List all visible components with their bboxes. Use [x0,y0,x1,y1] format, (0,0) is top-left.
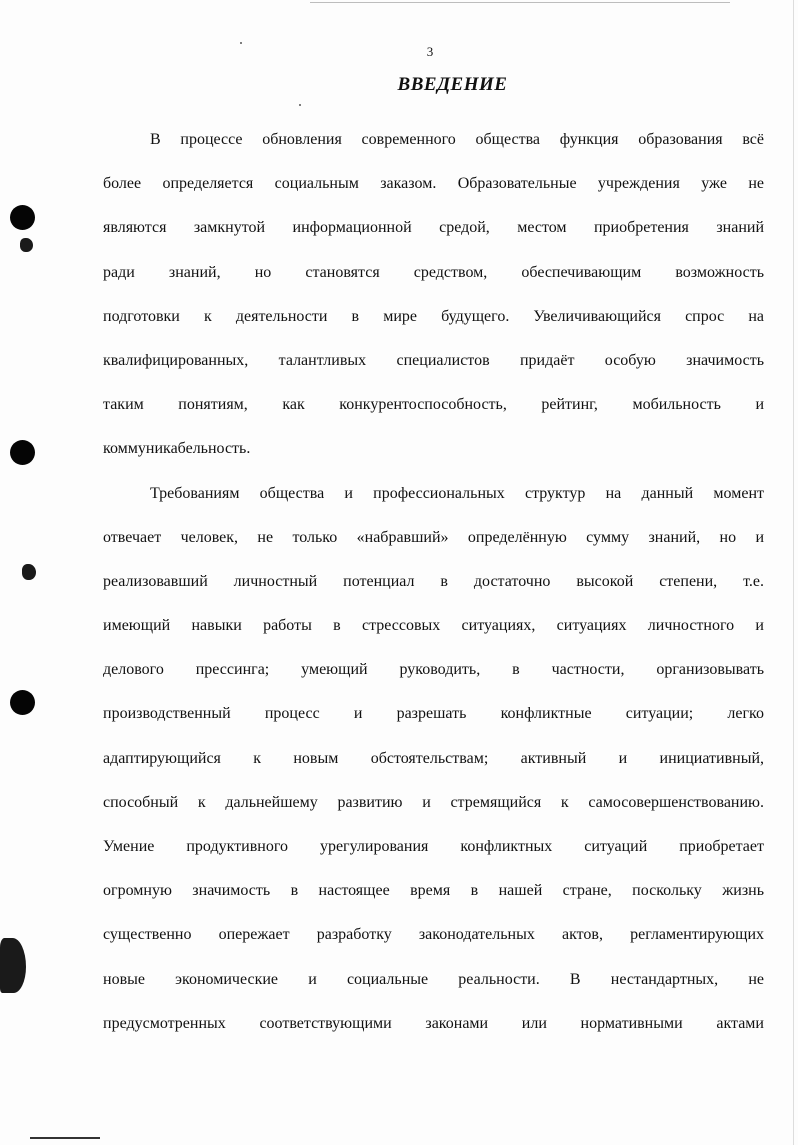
text-line: ради знаний, но становятся средством, обеспечивающим возможность [103,263,764,281]
ink-blot-mark [22,564,36,580]
text-line: Требованиям общества и профессиональных структур на данный момент [150,484,764,502]
text-line: являются замкнутой информационной средой, местом приобретения знаний [103,219,764,237]
text-line: реализовавший личностный потенциал в достаточно высокой степени, т.е. [103,572,764,590]
scan-speck [240,42,242,44]
text-line: таким понятиям, как конкурентоспособность, рейтинг, мобильность и [103,396,764,414]
text-line: способный к дальнейшему развитию и стремящийся к самосовершенствованию. [103,793,764,811]
text-line: производственный процесс и разрешать конфликтные ситуации; легко [103,705,764,723]
page-number: 3 [426,44,434,59]
text-line: отвечает человек, не только «набравший» определённую сумму знаний, но и [103,528,764,546]
text-line: делового прессинга; умеющий руководить, в частности, организовывать [103,661,764,679]
text-line: подготовки к деятельности в мире будущего. Увеличивающийся спрос на [103,307,764,325]
text-line: более определяется социальным заказом. Образовательные учреждения уже не [103,175,764,193]
body-text [103,131,764,1059]
ink-blot-mark [0,938,26,993]
paragraph-2 [103,485,764,1059]
scan-edge-bottom [30,1137,100,1139]
ink-blot-mark [20,238,33,252]
text-line: коммуникабельность. [103,440,251,458]
text-line: существенно опережает разработку законодательных актов, регламентирующих [103,926,764,944]
text-line: адаптирующийся к новым обстоятельствам; активный и инициативный, [103,749,764,767]
text-line: огромную значимость в настоящее время в нашей стране, поскольку жизнь [103,882,764,900]
text-line: предусмотренных соответствующими законами или нормативными актами [103,1014,764,1032]
scan-edge-top [310,2,730,3]
punch-hole-mark [10,205,35,230]
text-line: квалифицированных, талантливых специалистов придаёт особую значимость [103,351,764,369]
scan-edge-right [793,0,794,1145]
punch-hole-mark [10,440,35,465]
text-line: имеющий навыки работы в стрессовых ситуациях, ситуациях личностного и [103,617,764,635]
punch-hole-mark [10,690,35,715]
text-line: В процессе обновления современного общества функция образования всё [150,131,764,148]
paragraph-1 [103,131,764,485]
scan-speck [299,104,301,106]
text-line: новые экономические и социальные реальности. В нестандартных, не [103,970,764,988]
text-line: Умение продуктивного урегулирования конфликтных ситуаций приобретает [103,838,764,855]
section-heading: ВВЕДЕНИЕ [397,74,508,95]
